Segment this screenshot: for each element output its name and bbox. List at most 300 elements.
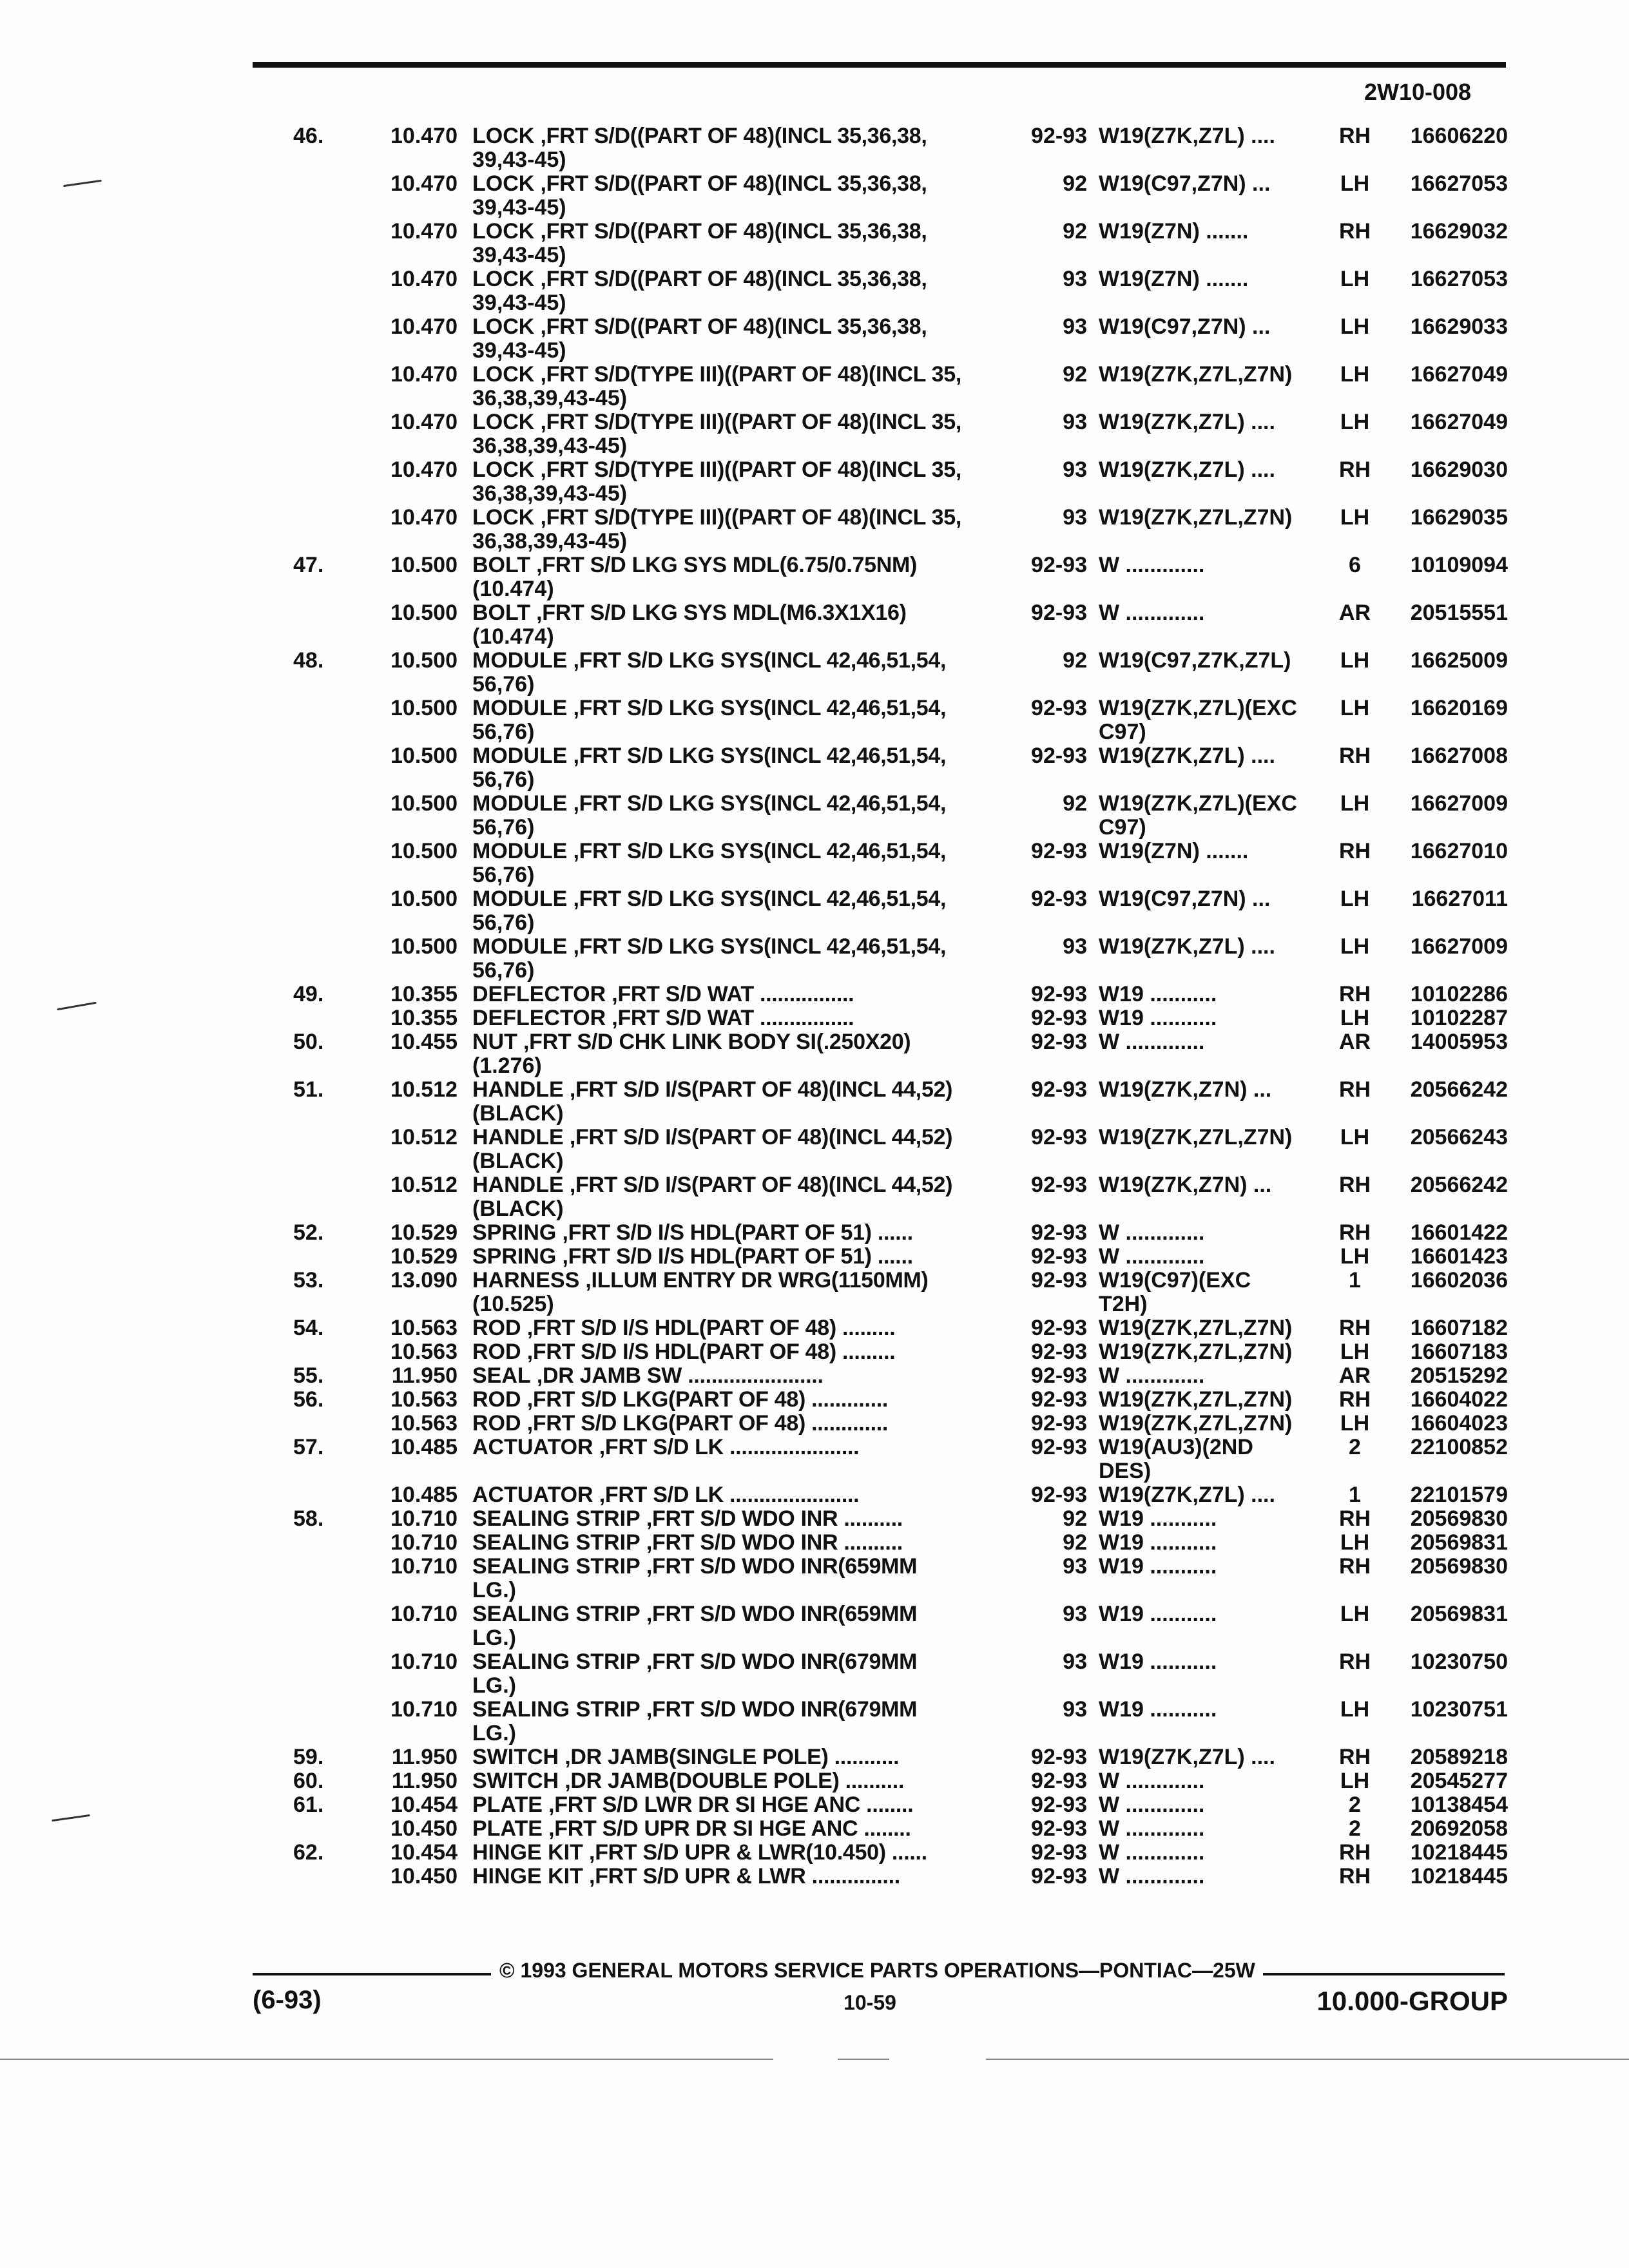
part-row <box>0 649 1629 697</box>
side-or-quantity: LH <box>1340 887 1370 911</box>
model-usage <box>1099 124 1331 148</box>
part-number: 16627009 <box>1410 934 1508 959</box>
part-name: SPRING <box>472 1220 557 1245</box>
model-code: W19(C97,Z7N) ... <box>1099 315 1271 339</box>
model-continuation: C97) <box>1099 815 1146 840</box>
side-or-quantity: LH <box>1340 1769 1370 1793</box>
item-number: 54. <box>293 1316 324 1340</box>
part-description <box>472 1340 994 1364</box>
model-year: 92-93 <box>1031 124 1087 148</box>
part-name: NUT <box>472 1030 517 1054</box>
description-detail: ,FRT S/D WDO INR(659MM <box>640 1554 918 1579</box>
group-number: 10.529 <box>390 1220 458 1245</box>
model-code: W19(C97,Z7K,Z7L) <box>1099 649 1291 673</box>
side-or-quantity: LH <box>1340 171 1370 196</box>
model-code: W19(Z7K,Z7L,Z7N) <box>1099 1340 1293 1364</box>
part-name: MODULE <box>472 887 568 911</box>
model-continuation: DES) <box>1099 1459 1152 1483</box>
description-continuation: (1.276) <box>472 1053 542 1078</box>
model-usage <box>1099 1412 1331 1436</box>
description-detail: ,FRT S/D LK ...................... <box>593 1483 860 1507</box>
model-year: 92-93 <box>1031 1363 1087 1388</box>
model-usage <box>1099 1269 1331 1316</box>
scan-line <box>838 2059 889 2060</box>
part-description <box>472 697 994 744</box>
footer-rule-left <box>253 1973 491 1975</box>
part-name: LOCK <box>472 505 535 530</box>
part-row <box>0 1126 1629 1173</box>
model-usage <box>1099 363 1331 387</box>
side-or-quantity: LH <box>1340 791 1370 816</box>
model-usage <box>1099 1769 1331 1793</box>
description-continuation: 39,43-45) <box>472 148 566 172</box>
side-or-quantity: AR <box>1338 601 1371 625</box>
model-year: 92-93 <box>1031 1268 1087 1293</box>
group-title: 10.000-GROUP <box>1316 1986 1508 2016</box>
part-name: HARNESS <box>472 1268 580 1293</box>
model-year: 92-93 <box>1031 1435 1087 1459</box>
item-number: 50. <box>293 1030 324 1054</box>
part-number: 16627009 <box>1410 791 1508 816</box>
model-year: 92 <box>1063 1506 1087 1531</box>
item-number: 60. <box>293 1769 324 1793</box>
description-detail: ,FRT S/D UPR & LWR(10.450) ...... <box>583 1840 927 1865</box>
part-description <box>472 1436 994 1459</box>
part-description <box>472 935 994 983</box>
part-description <box>472 1388 994 1412</box>
model-code: W19(Z7K,Z7L,Z7N) <box>1099 506 1293 530</box>
part-name: LOCK <box>472 410 535 434</box>
model-code: W19 ........... <box>1099 1650 1217 1674</box>
model-code: W19(Z7K,Z7L)(EXC <box>1099 792 1297 816</box>
model-code: W ............. <box>1099 1364 1205 1388</box>
part-row <box>0 983 1629 1006</box>
side-or-quantity: LH <box>1340 1697 1370 1722</box>
model-usage <box>1099 1531 1331 1555</box>
side-or-quantity: RH <box>1338 839 1371 863</box>
group-number: 10.485 <box>390 1483 458 1507</box>
copyright-text: © 1993 GENERAL MOTORS SERVICE PARTS OPERATIONS—PONTIAC—25W <box>499 1959 1255 1982</box>
item-number: 49. <box>293 982 324 1006</box>
model-year: 92-93 <box>1031 696 1087 720</box>
description-continuation: (BLACK) <box>472 1101 564 1126</box>
description-detail: ,FRT S/D UPR DR SI HGE ANC ........ <box>542 1816 911 1841</box>
model-year: 92 <box>1063 791 1087 816</box>
group-number: 11.950 <box>391 1745 458 1769</box>
part-description <box>472 983 994 1006</box>
part-description <box>472 410 994 458</box>
part-description <box>472 1841 994 1865</box>
item-number: 57. <box>293 1435 324 1459</box>
model-usage <box>1099 1483 1331 1507</box>
part-description <box>472 887 994 935</box>
model-year: 92-93 <box>1031 1792 1087 1817</box>
part-row <box>0 506 1629 553</box>
description-continuation: 39,43-45) <box>472 243 566 267</box>
model-usage <box>1099 1030 1331 1054</box>
model-year: 93 <box>1063 267 1087 291</box>
part-name: LOCK <box>472 171 535 196</box>
description-detail: ,FRT S/D CHK LINK BODY SI(.250X20) <box>517 1030 911 1054</box>
part-name: ROD <box>472 1316 521 1340</box>
model-year: 92-93 <box>1031 1244 1087 1269</box>
part-name: ROD <box>472 1340 521 1364</box>
part-row <box>0 935 1629 983</box>
description-detail: ,FRT S/D I/S(PART OF 48)(INCL 44,52) <box>563 1125 953 1149</box>
description-continuation: (10.474) <box>472 624 554 649</box>
model-usage <box>1099 1865 1331 1888</box>
description-detail: ,FRT S/D WDO INR(679MM <box>640 1649 918 1674</box>
part-name: LOCK <box>472 267 535 291</box>
model-code: W ............. <box>1099 1030 1205 1054</box>
part-name: HINGE KIT <box>472 1840 583 1865</box>
group-number: 10.500 <box>390 553 458 577</box>
side-or-quantity: 2 <box>1349 1435 1361 1459</box>
group-number: 10.470 <box>390 314 458 339</box>
part-number: 16629033 <box>1410 314 1508 339</box>
part-description <box>472 553 994 601</box>
description-continuation: 56,76) <box>472 767 535 792</box>
part-name: LOCK <box>472 362 535 387</box>
description-detail: ,FRT S/D LKG SYS MDL(M6.3X1X16) <box>530 601 907 625</box>
part-name: SEALING STRIP <box>472 1602 641 1626</box>
description-continuation: LG.) <box>472 1673 516 1698</box>
group-number: 10.563 <box>390 1340 458 1364</box>
description-detail: ,FRT S/D((PART OF 48)(INCL 35,36,38, <box>534 171 927 196</box>
item-number: 48. <box>293 648 324 673</box>
part-number: 20515551 <box>1410 601 1508 625</box>
part-number: 10230751 <box>1410 1697 1508 1722</box>
part-row <box>0 887 1629 935</box>
description-continuation: 56,76) <box>472 720 535 744</box>
side-or-quantity: LH <box>1340 1530 1370 1555</box>
model-year: 93 <box>1063 1554 1087 1579</box>
model-code: W ............. <box>1099 553 1205 577</box>
description-detail: ,FRT S/D LK ...................... <box>593 1435 860 1459</box>
part-number: 16602036 <box>1410 1268 1508 1293</box>
description-detail: ,ILLUM ENTRY DR WRG(1150MM) <box>579 1268 929 1293</box>
side-or-quantity: RH <box>1338 1864 1371 1888</box>
part-number: 20566242 <box>1410 1077 1508 1102</box>
description-continuation: 36,38,39,43-45) <box>472 386 628 410</box>
side-or-quantity: RH <box>1338 982 1371 1006</box>
model-usage <box>1099 458 1331 482</box>
model-usage <box>1099 172 1331 196</box>
group-number: 10.710 <box>390 1506 458 1531</box>
part-row <box>0 553 1629 601</box>
part-description <box>472 1364 994 1388</box>
model-year: 92-93 <box>1031 1006 1087 1030</box>
part-row <box>0 1221 1629 1245</box>
model-usage <box>1099 1078 1331 1102</box>
part-name: DEFLECTOR <box>472 982 606 1006</box>
item-number: 56. <box>293 1387 324 1412</box>
group-number: 10.710 <box>390 1602 458 1626</box>
part-description <box>472 1817 994 1841</box>
part-number: 22101579 <box>1410 1483 1508 1507</box>
group-number: 10.563 <box>390 1387 458 1412</box>
item-number: 61. <box>293 1792 324 1817</box>
model-code: W19(Z7K,Z7L) .... <box>1099 458 1275 482</box>
model-year: 93 <box>1063 1697 1087 1722</box>
model-usage <box>1099 1173 1331 1197</box>
model-year: 92-93 <box>1031 1864 1087 1888</box>
description-detail: ,FRT S/D LKG SYS(INCL 42,46,51,54, <box>567 648 947 673</box>
model-usage <box>1099 744 1331 768</box>
part-row <box>0 124 1629 172</box>
scan-line <box>986 2059 1629 2060</box>
part-row <box>0 220 1629 267</box>
model-code: W19(Z7N) ....... <box>1099 840 1249 863</box>
part-name: ACTUATOR <box>472 1483 593 1507</box>
description-detail: ,FRT S/D I/S(PART OF 48)(INCL 44,52) <box>563 1173 953 1197</box>
item-number: 51. <box>293 1077 324 1102</box>
group-number: 10.470 <box>390 267 458 291</box>
group-number: 10.450 <box>390 1864 458 1888</box>
part-number: 16604022 <box>1410 1387 1508 1412</box>
scan-line <box>0 2059 773 2060</box>
model-usage <box>1099 315 1331 339</box>
part-row <box>0 1817 1629 1841</box>
description-detail: ,FRT S/D(TYPE III)((PART OF 48)(INCL 35, <box>534 505 962 530</box>
part-name: PLATE <box>472 1792 543 1817</box>
model-usage <box>1099 1436 1331 1483</box>
side-or-quantity: RH <box>1338 1649 1371 1674</box>
revision-date: (6-93) <box>253 1986 322 2014</box>
description-continuation: 36,38,39,43-45) <box>472 529 628 553</box>
description-continuation: (BLACK) <box>472 1149 564 1173</box>
model-year: 92-93 <box>1031 1173 1087 1197</box>
model-usage <box>1099 1245 1331 1269</box>
part-description <box>472 1078 994 1126</box>
model-code: W19(Z7K,Z7L) .... <box>1099 1483 1275 1507</box>
part-row <box>0 1602 1629 1650</box>
part-row <box>0 458 1629 506</box>
part-name: HANDLE <box>472 1125 564 1149</box>
model-year: 92-93 <box>1031 1125 1087 1149</box>
group-number: 10.500 <box>390 648 458 673</box>
side-or-quantity: RH <box>1338 1316 1371 1340</box>
item-number: 53. <box>293 1268 324 1293</box>
side-or-quantity: 2 <box>1349 1792 1361 1817</box>
part-name: MODULE <box>472 934 568 959</box>
part-name: LOCK <box>472 124 535 148</box>
model-code: W19(Z7K,Z7L,Z7N) <box>1099 1388 1293 1412</box>
model-code: W19(Z7K,Z7L,Z7N) <box>1099 363 1293 387</box>
part-description <box>472 1030 994 1078</box>
model-code: W19 ........... <box>1099 1555 1217 1579</box>
description-detail: ,DR JAMB(SINGLE POLE) ........... <box>559 1745 900 1769</box>
description-continuation: 56,76) <box>472 958 535 983</box>
group-number: 10.455 <box>390 1030 458 1054</box>
side-or-quantity: 1 <box>1349 1483 1361 1507</box>
part-number: 10138454 <box>1410 1792 1508 1817</box>
part-number: 16607182 <box>1410 1316 1508 1340</box>
group-number: 10.470 <box>390 410 458 434</box>
part-description <box>472 1126 994 1173</box>
model-code: W19(Z7N) ....... <box>1099 267 1249 291</box>
part-number: 20569830 <box>1410 1506 1508 1531</box>
model-usage <box>1099 840 1331 863</box>
part-description <box>472 458 994 506</box>
group-number: 10.470 <box>390 505 458 530</box>
model-code: W19(C97,Z7N) ... <box>1099 172 1271 196</box>
part-description <box>472 506 994 553</box>
item-number: 58. <box>293 1506 324 1531</box>
model-code: W ............. <box>1099 1221 1205 1245</box>
part-row <box>0 1745 1629 1769</box>
top-rule <box>253 62 1506 68</box>
part-row <box>0 1006 1629 1030</box>
part-description <box>472 1793 994 1817</box>
group-number: 10.470 <box>390 457 458 482</box>
description-detail: ,FRT S/D((PART OF 48)(INCL 35,36,38, <box>534 267 927 291</box>
model-year: 92-93 <box>1031 1483 1087 1507</box>
model-year: 93 <box>1063 410 1087 434</box>
part-name: SEALING STRIP <box>472 1697 641 1722</box>
description-detail: ,DR JAMB SW ....................... <box>530 1363 824 1388</box>
model-year: 92-93 <box>1031 887 1087 911</box>
part-row <box>0 363 1629 410</box>
part-description <box>472 1865 994 1888</box>
side-or-quantity: LH <box>1340 267 1370 291</box>
part-name: SEALING STRIP <box>472 1649 641 1674</box>
part-row <box>0 1793 1629 1817</box>
description-continuation: (10.474) <box>472 577 554 601</box>
part-description <box>472 792 994 840</box>
part-name: SPRING <box>472 1244 557 1269</box>
side-or-quantity: LH <box>1340 1125 1370 1149</box>
model-year: 92-93 <box>1031 1745 1087 1769</box>
model-usage <box>1099 1221 1331 1245</box>
description-continuation: 39,43-45) <box>472 291 566 315</box>
model-code: W19 ........... <box>1099 1698 1217 1722</box>
model-code: W ............. <box>1099 1865 1205 1888</box>
part-row <box>0 1555 1629 1602</box>
side-or-quantity: LH <box>1340 1602 1370 1626</box>
side-or-quantity: RH <box>1338 1506 1371 1531</box>
model-usage <box>1099 553 1331 577</box>
part-row <box>0 601 1629 649</box>
side-or-quantity: 1 <box>1349 1268 1361 1293</box>
group-number: 10.355 <box>390 1006 458 1030</box>
part-description <box>472 363 994 410</box>
part-description <box>472 1531 994 1555</box>
part-description <box>472 1245 994 1269</box>
description-detail: ,FRT S/D UPR & LWR ............... <box>583 1864 900 1888</box>
part-number: 16606220 <box>1410 124 1508 148</box>
model-code: W19(Z7K,Z7L) .... <box>1099 410 1275 434</box>
group-number: 10.450 <box>390 1816 458 1841</box>
part-number: 14005953 <box>1410 1030 1508 1054</box>
description-continuation: (10.525) <box>472 1292 554 1316</box>
description-detail: ,FRT S/D(TYPE III)((PART OF 48)(INCL 35, <box>534 362 962 387</box>
model-usage <box>1099 220 1331 244</box>
group-number: 10.470 <box>390 219 458 244</box>
description-detail: ,FRT S/D((PART OF 48)(INCL 35,36,38, <box>534 124 927 148</box>
part-row <box>0 1364 1629 1388</box>
side-or-quantity: LH <box>1340 1244 1370 1269</box>
group-number: 10.563 <box>390 1316 458 1340</box>
part-description <box>472 1698 994 1745</box>
part-name: MODULE <box>472 696 568 720</box>
part-name: HANDLE <box>472 1173 564 1197</box>
item-number: 52. <box>293 1220 324 1245</box>
part-number: 16601422 <box>1410 1220 1508 1245</box>
side-or-quantity: RH <box>1338 1554 1371 1579</box>
group-number: 10.512 <box>390 1077 458 1102</box>
model-year: 92-93 <box>1031 1840 1087 1865</box>
part-number: 16604023 <box>1410 1411 1508 1436</box>
model-year: 92-93 <box>1031 744 1087 768</box>
item-number: 47. <box>293 553 324 577</box>
model-year: 92-93 <box>1031 1077 1087 1102</box>
part-number: 16627053 <box>1410 267 1508 291</box>
model-code: W19(Z7K,Z7L,Z7N) <box>1099 1412 1293 1436</box>
part-description <box>472 1316 994 1340</box>
model-code: W ............. <box>1099 1841 1205 1865</box>
group-number: 10.710 <box>390 1554 458 1579</box>
model-continuation: T2H) <box>1099 1292 1148 1316</box>
model-code: W19(Z7K,Z7L) .... <box>1099 124 1275 148</box>
model-code: W ............. <box>1099 1817 1205 1841</box>
model-usage <box>1099 1507 1331 1531</box>
model-usage <box>1099 1602 1331 1626</box>
model-code: W19(Z7K,Z7L,Z7N) <box>1099 1316 1293 1340</box>
description-detail: ,FRT S/D I/S HDL(PART OF 51) ...... <box>556 1244 913 1269</box>
description-detail: ,FRT S/D WDO INR .......... <box>640 1506 903 1531</box>
part-name: MODULE <box>472 648 568 673</box>
group-number: 10.512 <box>390 1173 458 1197</box>
part-description <box>472 649 994 697</box>
description-detail: ,DR JAMB(DOUBLE POLE) .......... <box>559 1769 905 1793</box>
part-number: 10218445 <box>1410 1840 1508 1865</box>
side-or-quantity: RH <box>1338 124 1371 148</box>
description-detail: ,FRT S/D LKG SYS(INCL 42,46,51,54, <box>567 744 947 768</box>
part-name: DEFLECTOR <box>472 1006 606 1030</box>
description-continuation: 36,38,39,43-45) <box>472 434 628 458</box>
part-description <box>472 1173 994 1221</box>
side-or-quantity: RH <box>1338 1173 1371 1197</box>
model-year: 92-93 <box>1031 1769 1087 1793</box>
part-name: SEALING STRIP <box>472 1506 641 1531</box>
model-usage <box>1099 649 1331 673</box>
model-usage <box>1099 1340 1331 1364</box>
part-description <box>472 172 994 220</box>
description-detail: ,FRT S/D LKG(PART OF 48) ............. <box>521 1387 889 1412</box>
part-row <box>0 172 1629 220</box>
side-or-quantity: LH <box>1340 1411 1370 1436</box>
part-description <box>472 315 994 363</box>
model-code: W19(C97,Z7N) ... <box>1099 887 1271 911</box>
model-usage <box>1099 1364 1331 1388</box>
model-usage <box>1099 267 1331 291</box>
side-or-quantity: AR <box>1338 1030 1371 1054</box>
part-number: 10109094 <box>1410 553 1508 577</box>
model-year: 92-93 <box>1031 1411 1087 1436</box>
side-or-quantity: LH <box>1340 505 1370 530</box>
model-continuation: C97) <box>1099 720 1146 744</box>
model-usage <box>1099 1555 1331 1579</box>
part-description <box>472 267 994 315</box>
model-usage <box>1099 1793 1331 1817</box>
model-year: 92 <box>1063 1530 1087 1555</box>
model-usage <box>1099 1316 1331 1340</box>
part-description <box>472 744 994 792</box>
model-year: 92-93 <box>1031 982 1087 1006</box>
group-number: 10.529 <box>390 1244 458 1269</box>
model-usage <box>1099 506 1331 530</box>
